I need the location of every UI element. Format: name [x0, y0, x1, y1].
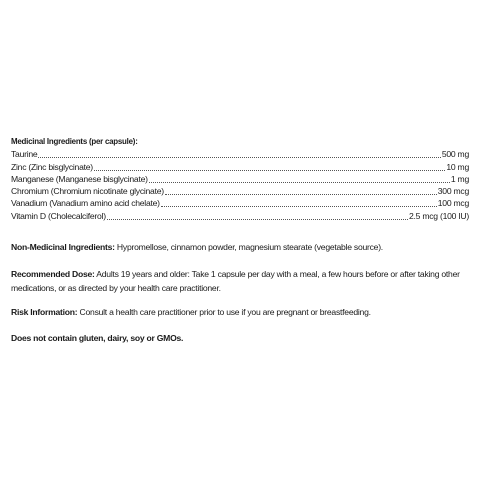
ingredient-amount: 100 mcg	[437, 198, 469, 209]
ingredient-name: Zinc (Zinc bisglycinate)	[11, 161, 93, 172]
non-medicinal-label: Non-Medicinal Ingredients:	[11, 242, 115, 252]
ingredient-row-vanadium	[11, 197, 469, 209]
ingredient-amount: 10 mg	[446, 161, 469, 172]
supplement-label	[11, 136, 469, 343]
ingredient-name: Vitamin D (Cholecalciferol)	[11, 210, 106, 221]
recommended-dose-label: Recommended Dose:	[11, 269, 95, 279]
ingredient-row-chromium	[11, 185, 469, 197]
risk-information-label: Risk Information:	[11, 307, 78, 317]
ingredient-name: Manganese (Manganese bisglycinate)	[11, 173, 148, 184]
risk-information-text: Consult a health care practitioner prior to use if you are pregnant or breastfeeding.	[77, 307, 371, 317]
ingredient-amount: 300 mcg	[437, 186, 469, 197]
ingredient-name: Vanadium (Vanadium amino acid chelate)	[11, 198, 160, 209]
dotted-leader	[38, 157, 440, 158]
dotted-leader	[165, 194, 437, 195]
recommended-dose-text: Adults 19 years and older: Take 1 capsule per day with a meal, a few hours before or after taking other medications, or as directed by your health care practitioner.	[11, 269, 460, 293]
ingredient-row-vitamin-d	[11, 209, 469, 221]
risk-information	[11, 306, 469, 320]
ingredient-name: Taurine	[11, 149, 38, 160]
ingredient-amount: 500 mg	[441, 149, 469, 160]
dotted-leader	[107, 219, 408, 220]
non-medicinal-ingredients	[11, 241, 469, 255]
ingredient-amount: 1 mg	[450, 173, 469, 184]
recommended-dose	[11, 268, 469, 295]
dotted-leader	[94, 170, 445, 171]
ingredient-name: Chromium (Chromium nicotinate glycinate)	[11, 186, 164, 197]
allergen-free-statement: Does not contain gluten, dairy, soy or GMOs.	[11, 333, 184, 343]
dotted-leader	[161, 206, 437, 207]
medicinal-ingredients-list	[11, 148, 469, 222]
ingredient-row-zinc	[11, 160, 469, 172]
ingredient-row-manganese	[11, 173, 469, 185]
ingredient-row-taurine	[11, 148, 469, 160]
medicinal-ingredients-heading: Medicinal Ingredients (per capsule):	[11, 136, 138, 146]
non-medicinal-text: Hypromellose, cinnamon powder, magnesium stearate (vegetable source).	[114, 242, 383, 252]
ingredient-amount: 2.5 mcg (100 IU)	[409, 210, 469, 221]
dotted-leader	[149, 182, 450, 183]
